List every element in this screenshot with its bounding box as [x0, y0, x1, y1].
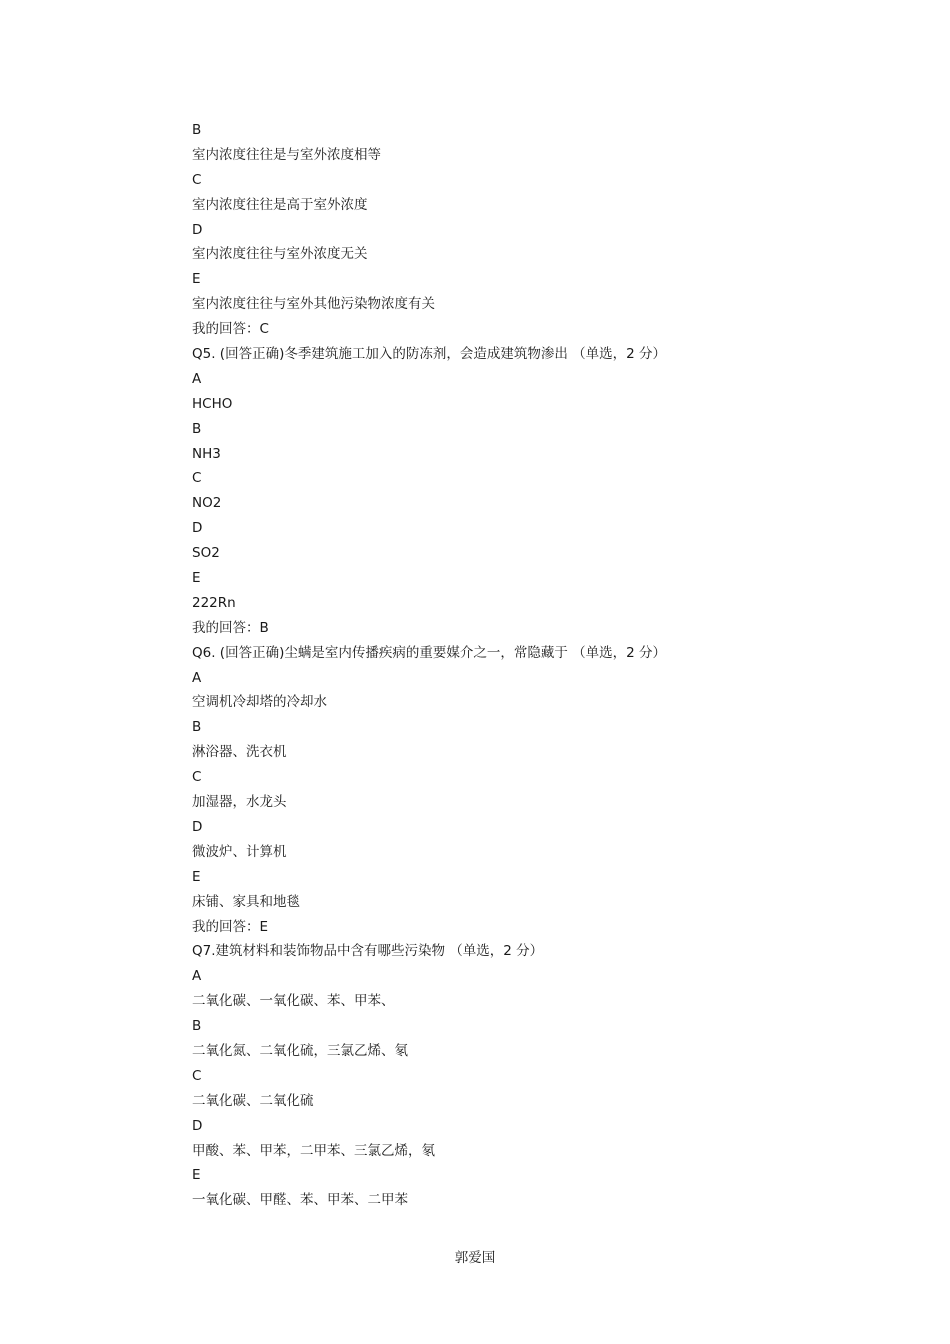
option-text: 微波炉、计算机	[192, 843, 287, 860]
option-text: NO2	[192, 495, 222, 512]
option-text: 室内浓度往往与室外其他污染物浓度有关	[192, 296, 435, 313]
option-letter: C	[192, 1067, 202, 1084]
option-text: 甲酸、苯、甲苯，二甲苯、三氯乙烯，氡	[192, 1142, 435, 1159]
option-text: 二氧化碳、一氧化碳、苯、甲苯、	[192, 993, 395, 1010]
my-answer: 我的回答：C	[192, 321, 269, 338]
option-text: 淋浴器、洗衣机	[192, 744, 287, 761]
option-letter: A	[192, 370, 202, 387]
my-answer: 我的回答：B	[192, 619, 269, 636]
option-letter: E	[192, 868, 201, 885]
option-letter: A	[192, 968, 202, 985]
my-answer: 我的回答：E	[192, 918, 269, 935]
option-letter: D	[192, 1117, 203, 1134]
option-letter: D	[192, 818, 203, 835]
option-letter: C	[192, 171, 202, 188]
option-letter: B	[192, 719, 202, 736]
option-text: 222Rn	[192, 594, 236, 611]
option-text: 加湿器，水龙头	[192, 794, 287, 811]
question-q7: Q7.建筑材料和装饰物品中含有哪些污染物 （单选，2 分）	[192, 943, 544, 960]
option-letter: C	[192, 470, 202, 487]
option-letter: E	[192, 570, 201, 587]
option-text: 床铺、家具和地毯	[192, 893, 300, 910]
option-letter: D	[192, 520, 203, 537]
option-letter: B	[192, 1018, 202, 1035]
option-letter: A	[192, 669, 202, 686]
option-letter: B	[192, 122, 202, 138]
page-footer-author: 郭爱国	[454, 1250, 496, 1266]
option-text: NH3	[192, 445, 221, 462]
question-q5: Q5. (回答正确)冬季建筑施工加入的防冻剂，会造成建筑物渗出 （单选，2 分）	[192, 346, 667, 363]
option-text: 室内浓度往往是与室外浓度相等	[192, 146, 381, 163]
option-text: 二氧化氮、二氧化硫，三氯乙烯、氡	[192, 1042, 408, 1059]
option-text: SO2	[192, 545, 220, 562]
option-text: HCHO	[192, 395, 233, 412]
option-text: 二氧化碳、二氧化硫	[192, 1092, 314, 1109]
option-text: 室内浓度往往是高于室外浓度	[192, 196, 368, 213]
question-q6: Q6. (回答正确)尘螨是室内传播疾病的重要媒介之一，常隐藏于 （单选，2 分）	[192, 644, 667, 661]
option-letter: B	[192, 420, 202, 437]
option-text: 一氧化碳、甲醛、苯、甲苯、二甲苯	[192, 1192, 408, 1209]
option-letter: E	[192, 1167, 201, 1184]
document-body	[192, 118, 892, 1213]
option-text: 室内浓度往往与室外浓度无关	[192, 246, 368, 263]
option-text: 空调机冷却塔的冷却水	[192, 694, 327, 711]
option-letter: C	[192, 769, 202, 786]
option-letter: D	[192, 221, 203, 238]
option-letter: E	[192, 271, 201, 288]
